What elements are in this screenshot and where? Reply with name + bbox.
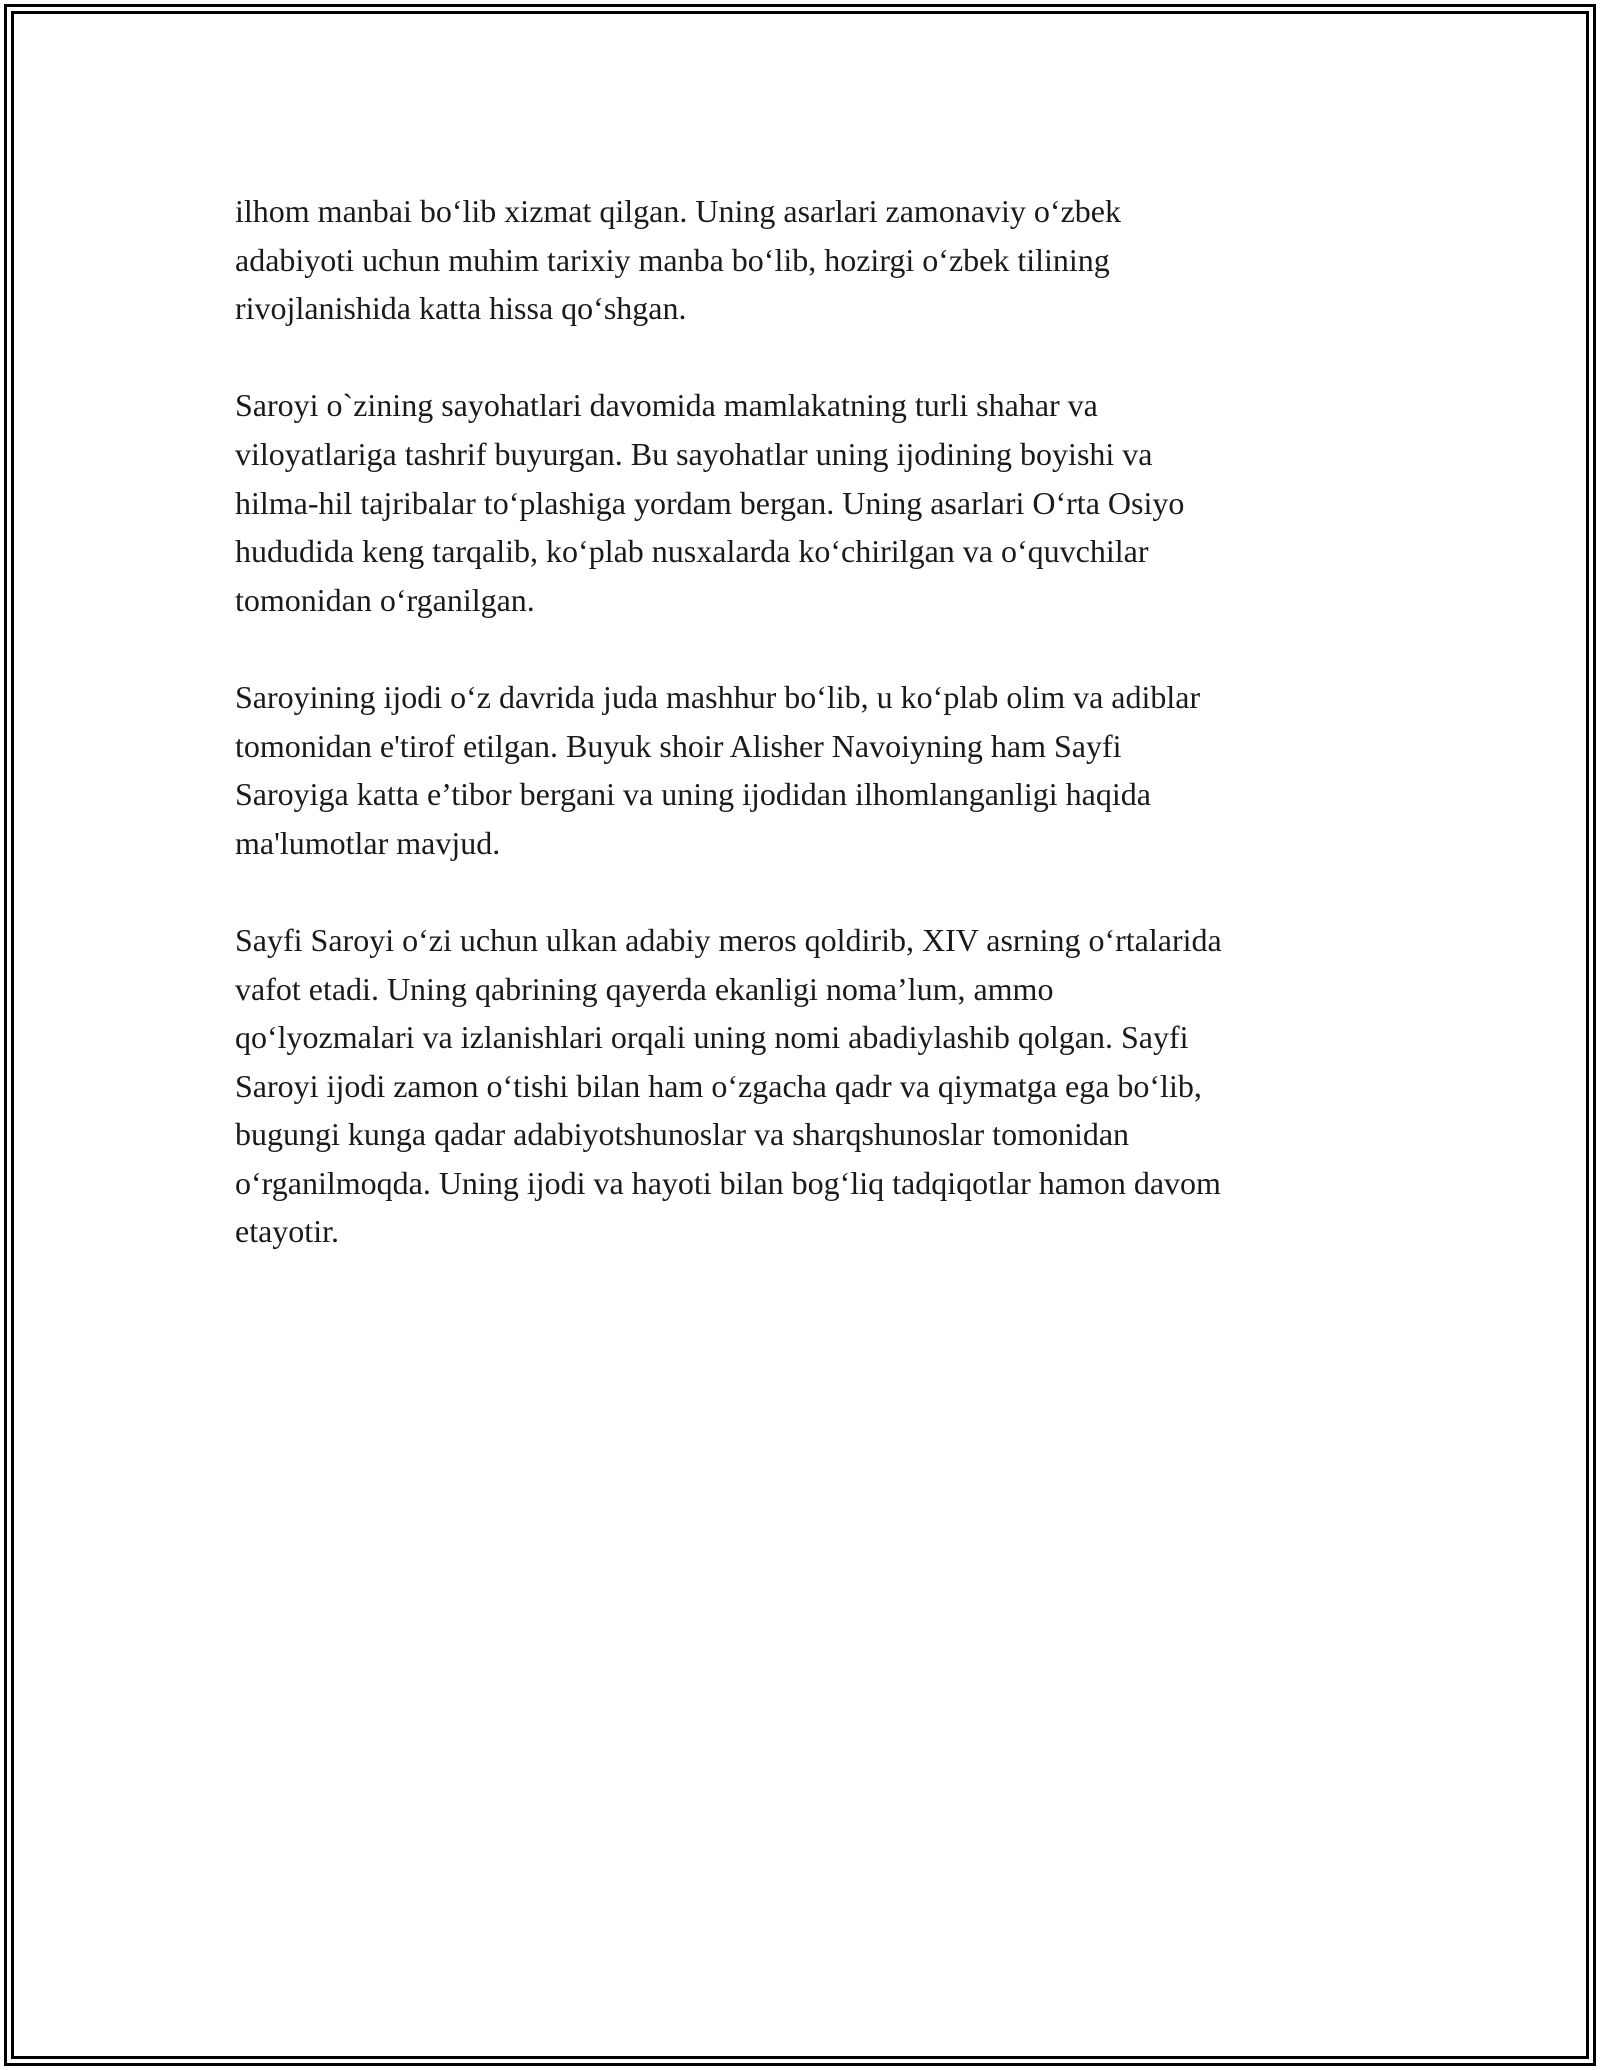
paragraph-line: rivojlanishida katta hissa qo‘shgan. <box>235 290 687 327</box>
paragraph-line: Sayfi Saroyi o‘zi uchun ulkan adabiy meros qoldirib, XIV asrning o‘rtalarida <box>235 921 1222 958</box>
paragraph-line: qo‘lyozmalari va izlanishlari orqali uning nomi abadiylashib qolgan. Sayfi <box>235 1019 1189 1056</box>
paragraph-line: bugungi kunga qadar adabiyotshunoslar va sharqshunoslar tomonidan <box>235 1116 1130 1153</box>
paragraph-line: adabiyoti uchun muhim tarixiy manba bo‘lib, hozirgi o‘zbek tilining <box>235 241 1110 278</box>
paragraph-line: etayotir. <box>235 1213 339 1250</box>
paragraph-line: Saroyining ijodi o‘z davrida juda mashhur bo‘lib, u ko‘plab olim va adiblar <box>235 678 1201 715</box>
paragraph-line: o‘rganilmoqda. Uning ijodi va hayoti bilan bog‘liq tadqiqotlar hamon davom <box>235 1164 1221 1201</box>
paragraph-2 <box>235 381 1385 624</box>
paragraph-line: Saroyi o`zining sayohatlari davomida mamlakatning turli shahar va <box>235 387 1098 424</box>
paragraph-4 <box>235 916 1385 1256</box>
paragraph-line: ilhom manbai bo‘lib xizmat qilgan. Uning asarlari zamonaviy o‘zbek <box>235 193 1121 229</box>
paragraph-line: tomonidan e'tirof etilgan. Buyuk shoir Alisher Navoiyning ham Sayfi <box>235 727 1122 764</box>
document-body <box>235 187 1385 1305</box>
paragraph-line: hilma-hil tajribalar to‘plashiga yordam bergan. Uning asarlari O‘rta Osiyo <box>235 484 1185 521</box>
paragraph-line: hududida keng tarqalib, ko‘plab nusxalarda ko‘chirilgan va o‘quvchilar <box>235 533 1149 570</box>
paragraph-line: Saroyiga katta e’tibor bergani va uning ijodidan ilhomlanganligi haqida <box>235 776 1151 813</box>
paragraph-1 <box>235 187 1385 333</box>
paragraph-line: viloyatlariga tashrif buyurgan. Bu sayohatlar uning ijodining boyishi va <box>235 435 1153 472</box>
paragraph-line: tomonidan o‘rganilgan. <box>235 581 535 618</box>
paragraph-3 <box>235 673 1385 867</box>
paragraph-line: vafot etadi. Uning qabrining qayerda ekanligi noma’lum, ammo <box>235 970 1054 1007</box>
paragraph-line: ma'lumotlar mavjud. <box>235 824 501 861</box>
paragraph-line: Saroyi ijodi zamon o‘tishi bilan ham o‘zgacha qadr va qiymatga ega bo‘lib, <box>235 1067 1202 1104</box>
